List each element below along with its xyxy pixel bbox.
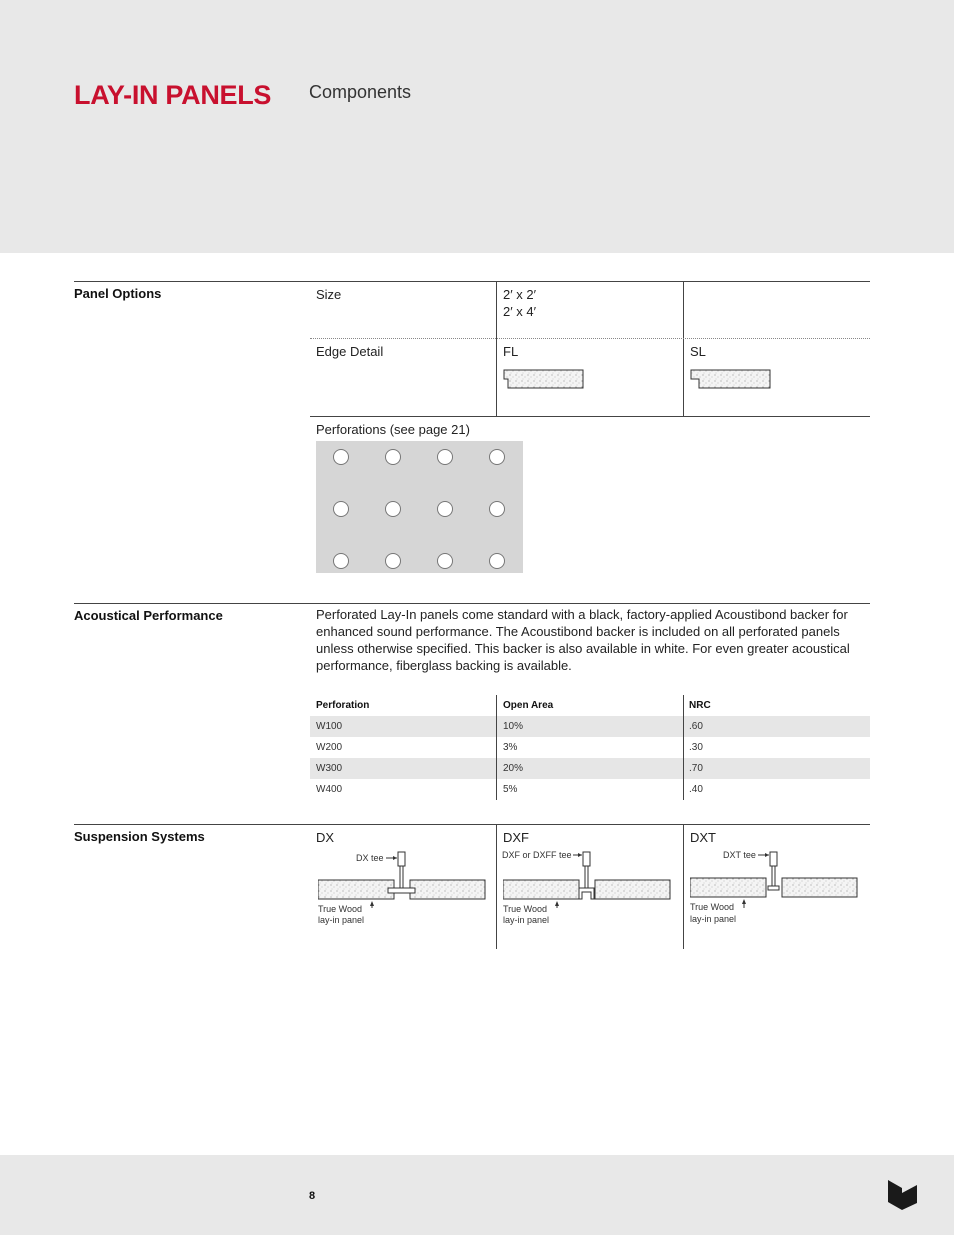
cell-open-area: 3% xyxy=(503,742,518,753)
cell-nrc: .60 xyxy=(689,721,703,732)
brand-logo-icon xyxy=(886,1179,922,1211)
edge-sl-label: SL xyxy=(690,344,706,359)
section-divider-suspension xyxy=(74,824,870,825)
table-header-row xyxy=(310,695,870,716)
dxt-tee-diagram xyxy=(690,848,858,908)
header-band xyxy=(0,0,954,253)
perforation-hole xyxy=(385,553,401,569)
section-divider-panel-options xyxy=(74,281,870,282)
perforation-hole xyxy=(489,501,505,517)
footer-band xyxy=(0,1155,954,1235)
row-divider xyxy=(310,416,870,417)
perforation-hole xyxy=(385,501,401,517)
column-header-nrc: NRC xyxy=(689,700,711,711)
sl-edge-diagram xyxy=(690,368,772,390)
nrc-table xyxy=(310,695,870,800)
column-divider xyxy=(683,824,684,949)
cell-open-area: 5% xyxy=(503,784,518,795)
acoustical-description: Perforated Lay-In panels come standard with a black, factory-applied Acoustibond backer for enhanced sound performance. The Acoustibond backer is included on all perforated panels unless otherwise specified. This backer is also available in white. For even greater acoustical performance, fiberglass backing is available. xyxy=(316,607,850,673)
cell-perforation: W200 xyxy=(316,742,343,753)
table-column-divider xyxy=(683,695,684,800)
section-label-suspension: Suspension Systems xyxy=(74,829,205,844)
cell-perforation: W400 xyxy=(316,784,343,795)
dx-tee-diagram xyxy=(318,848,486,908)
cell-nrc: .70 xyxy=(689,763,703,774)
dxt-panel-label-2: lay-in panel xyxy=(690,914,737,924)
perforation-hole xyxy=(437,501,453,517)
table-row xyxy=(310,737,870,758)
edge-detail-label: Edge Detail xyxy=(316,344,384,359)
dx-tee-label: DX tee xyxy=(356,853,384,863)
table-row xyxy=(310,779,870,800)
perforation-hole xyxy=(437,553,453,569)
perforation-pattern-swatch xyxy=(316,441,523,573)
perforation-hole xyxy=(437,449,453,465)
dxf-tee-label: DXF or DXFF tee xyxy=(502,850,572,860)
cell-open-area: 20% xyxy=(503,763,524,774)
dx-panel-label-1: True Wood xyxy=(318,904,363,914)
section-label-panel-options: Panel Options xyxy=(74,286,162,301)
cell-perforation: W100 xyxy=(316,721,343,732)
column-header-perforation: Perforation xyxy=(316,700,370,711)
table-column-divider xyxy=(496,695,497,800)
section-divider-acoustical xyxy=(74,603,870,604)
column-divider xyxy=(496,824,497,949)
row-divider-dotted xyxy=(310,338,870,339)
size-value-2: 2′ x 4′ xyxy=(503,304,537,319)
perforation-hole xyxy=(489,553,505,569)
fl-edge-diagram xyxy=(503,368,585,390)
cell-open-area: 10% xyxy=(503,721,524,732)
dx-panel-label-2: lay-in panel xyxy=(318,915,365,925)
column-header-open-area: Open Area xyxy=(503,700,554,711)
perforation-hole xyxy=(333,501,349,517)
size-label: Size xyxy=(316,287,342,302)
dxt-tee-label: DXT tee xyxy=(723,850,756,860)
perforation-hole xyxy=(333,449,349,465)
dxf-panel-label-1: True Wood xyxy=(503,904,548,914)
perforations-label: Perforations (see page 21) xyxy=(316,422,470,437)
page-number: 8 xyxy=(309,1190,316,1202)
edge-fl-label: FL xyxy=(503,344,519,359)
section-label-acoustical: Acoustical Performance xyxy=(74,608,223,623)
cell-nrc: .40 xyxy=(689,784,703,795)
system-name-dx: DX xyxy=(316,830,335,845)
cell-perforation: W300 xyxy=(316,763,343,774)
table-row xyxy=(310,716,870,737)
cell-nrc: .30 xyxy=(689,742,703,753)
system-name-dxf: DXF xyxy=(503,830,529,845)
system-name-dxt: DXT xyxy=(690,830,716,845)
perforation-hole xyxy=(489,449,505,465)
size-value-1: 2′ x 2′ xyxy=(503,287,537,302)
page-title: LAY-IN PANELS xyxy=(74,80,272,110)
dxt-panel-label-1: True Wood xyxy=(690,902,735,912)
perforation-hole xyxy=(385,449,401,465)
dxf-panel-label-2: lay-in panel xyxy=(503,915,550,925)
column-divider xyxy=(496,281,497,416)
column-divider xyxy=(683,281,684,416)
page-subtitle: Components xyxy=(309,82,412,102)
table-row xyxy=(310,758,870,779)
perforation-hole xyxy=(333,553,349,569)
